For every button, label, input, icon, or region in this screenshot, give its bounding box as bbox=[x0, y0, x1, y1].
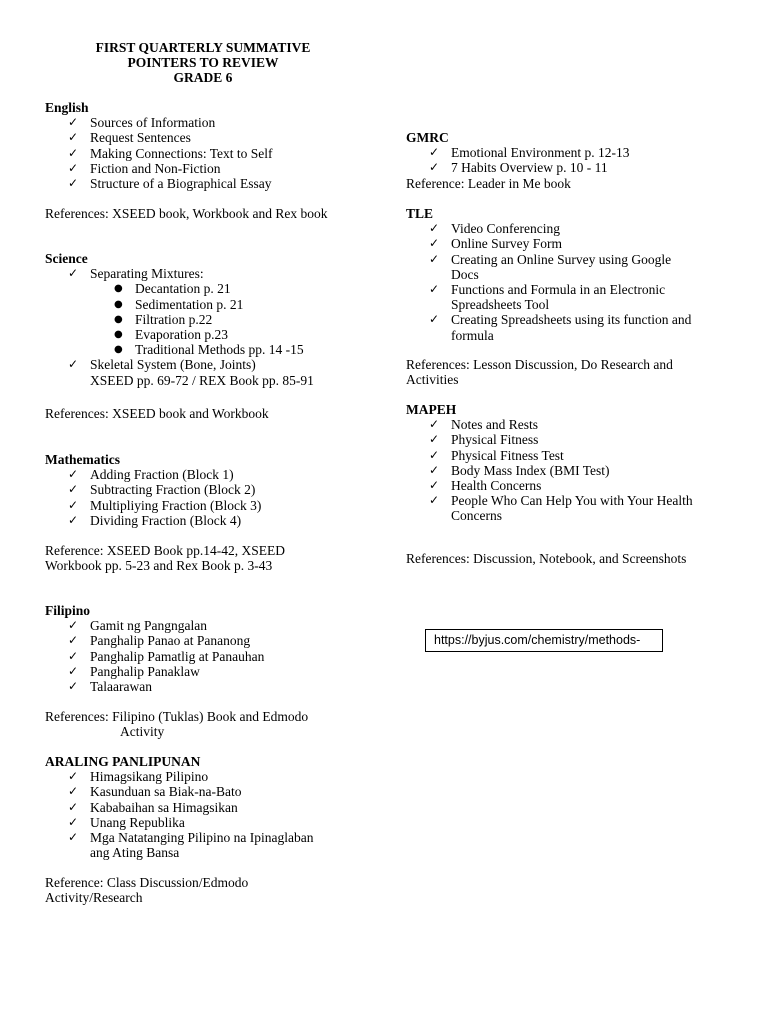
mathematics-heading: Mathematics bbox=[45, 452, 120, 467]
check-icon: ✓ bbox=[68, 633, 79, 648]
list-item: ✓ Panghalip Panao at Pananong bbox=[68, 633, 251, 649]
bullet-icon: ● bbox=[114, 313, 123, 325]
sub-list-item: ● Evaporation p.23 bbox=[114, 327, 228, 343]
check-icon: ✓ bbox=[68, 160, 79, 175]
bullet-icon: ● bbox=[114, 344, 123, 356]
list-item: ✓ Subtracting Fraction (Block 2) bbox=[68, 482, 256, 498]
list-item: ✓ Talaarawan bbox=[68, 679, 153, 695]
list-item: ✓ Dividing Fraction (Block 4) bbox=[68, 512, 242, 528]
list-item: ✓ Panghalip Panaklaw bbox=[68, 663, 200, 679]
english-references: References: XSEED book, Workbook and Rex book bbox=[45, 206, 328, 221]
check-icon: ✓ bbox=[68, 497, 79, 512]
title-line-1: FIRST QUARTERLY SUMMATIVE bbox=[95, 40, 311, 55]
check-icon: ✓ bbox=[68, 130, 79, 145]
check-icon: ✓ bbox=[429, 478, 440, 493]
title-line-2: POINTERS TO REVIEW bbox=[127, 55, 279, 71]
list-item: ✓ Multipliying Fraction (Block 3) bbox=[68, 497, 262, 513]
check-icon: ✓ bbox=[68, 648, 79, 663]
check-icon: ✓ bbox=[68, 830, 79, 845]
list-item: ✓ Emotional Environment p. 12-13 bbox=[429, 145, 630, 161]
list-item: ✓ Making Connections: Text to Self bbox=[68, 145, 273, 161]
filipino-heading: Filipino bbox=[45, 603, 91, 618]
english-list bbox=[45, 115, 385, 191]
science-sublist bbox=[45, 281, 385, 357]
mapeh-heading: MAPEH bbox=[406, 402, 457, 417]
section-science bbox=[45, 251, 385, 388]
list-item: ✓ Himagsikang Pilipino bbox=[68, 769, 209, 785]
bullet-icon: ● bbox=[114, 283, 123, 295]
check-icon: ✓ bbox=[429, 221, 440, 236]
list-item: ✓ Functions and Formula in an Electronic Spreadsheets Tool bbox=[429, 282, 666, 313]
mapeh-references: References: Discussion, Notebook, and Screenshots bbox=[406, 551, 687, 566]
check-icon: ✓ bbox=[429, 145, 440, 160]
check-icon: ✓ bbox=[429, 493, 440, 508]
sub-list-item: ● Filtration p.22 bbox=[114, 311, 213, 327]
list-item: ✓ Adding Fraction (Block 1) bbox=[68, 467, 234, 483]
list-item: ✓ People Who Can Help You with Your Health Concerns bbox=[429, 493, 693, 524]
check-icon: ✓ bbox=[429, 251, 440, 266]
section-filipino bbox=[45, 603, 385, 694]
sub-list-item: ● Decantation p. 21 bbox=[114, 281, 231, 297]
list-item: ✓ Health Concerns bbox=[429, 478, 542, 494]
check-icon: ✓ bbox=[68, 482, 79, 497]
list-item: ✓ Physical Fitness Test bbox=[429, 447, 564, 463]
check-icon: ✓ bbox=[68, 176, 79, 191]
gmrc-references: Reference: Leader in Me book bbox=[406, 175, 571, 191]
list-item: ✓ Kasunduan sa Biak-na-Bato bbox=[68, 784, 242, 800]
tle-heading: TLE bbox=[406, 206, 434, 221]
check-icon: ✓ bbox=[68, 799, 79, 814]
list-item: ✓ Video Conferencing bbox=[429, 221, 561, 237]
check-icon: ✓ bbox=[68, 266, 79, 281]
check-icon: ✓ bbox=[68, 115, 79, 130]
bullet-icon: ● bbox=[114, 298, 123, 310]
list-item: ✓ Request Sentences bbox=[68, 130, 191, 146]
section-araling-panlipunan bbox=[45, 754, 385, 860]
check-icon: ✓ bbox=[68, 145, 79, 160]
section-english bbox=[45, 100, 385, 191]
list-item: ✓ Creating Spreadsheets using its function and formula bbox=[429, 312, 692, 343]
list-item: ✓ Physical Fitness bbox=[429, 432, 539, 448]
araling-panlipunan-references: Reference: Class Discussion/Edmodo Activity/Research bbox=[45, 875, 249, 906]
filipino-references: References: Filipino (Tuklas) Book and Edmodo Activity bbox=[45, 709, 309, 740]
list-item: ✓ Sources of Information bbox=[68, 115, 216, 131]
check-icon: ✓ bbox=[68, 357, 79, 372]
check-icon: ✓ bbox=[68, 512, 79, 527]
mathematics-references: Reference: XSEED Book pp.14-42, XSEED Workbook pp. 5-23 and Rex Book p. 3-43 bbox=[45, 543, 285, 574]
sub-list-item: ● Traditional Methods pp. 14 -15 bbox=[114, 342, 304, 358]
list-item: ✓ 7 Habits Overview p. 10 - 11 bbox=[429, 160, 608, 176]
check-icon: ✓ bbox=[429, 282, 440, 297]
list-item: ✓ Online Survey Form bbox=[429, 236, 562, 252]
list-item: ✓ Separating Mixtures: bbox=[68, 266, 204, 282]
english-heading: English bbox=[45, 100, 89, 115]
check-icon: ✓ bbox=[429, 160, 440, 175]
url-text-box: https://byjus.com/chemistry/methods- bbox=[425, 629, 663, 652]
section-mapeh bbox=[406, 402, 726, 524]
check-icon: ✓ bbox=[429, 462, 440, 477]
sub-list-item: ● Sedimentation p. 21 bbox=[114, 296, 244, 312]
list-item: ✓ Gamit ng Pangngalan bbox=[68, 618, 207, 634]
check-icon: ✓ bbox=[429, 417, 440, 432]
check-icon: ✓ bbox=[68, 467, 79, 482]
section-tle bbox=[406, 206, 726, 343]
check-icon: ✓ bbox=[68, 814, 79, 829]
check-icon: ✓ bbox=[68, 618, 79, 633]
tle-references: References: Lesson Discussion, Do Research and Activities bbox=[406, 357, 673, 388]
gmrc-heading: GMRC bbox=[406, 130, 449, 145]
list-item: ✓ Unang Republika bbox=[68, 814, 185, 830]
list-item: ✓ Panghalip Pamatlig at Panauhan bbox=[68, 648, 265, 664]
science-references: References: XSEED book and Workbook bbox=[45, 406, 269, 421]
list-item: ✓ Kababaihan sa Himagsikan bbox=[68, 799, 238, 815]
title-line-3: GRADE 6 bbox=[173, 70, 233, 86]
list-item: ✓ Body Mass Index (BMI Test) bbox=[429, 462, 610, 478]
section-mathematics bbox=[45, 452, 385, 528]
bullet-icon: ● bbox=[114, 329, 123, 341]
list-item: ✓ Fiction and Non-Fiction bbox=[68, 160, 221, 176]
check-icon: ✓ bbox=[68, 663, 79, 678]
list-item: ✓ Structure of a Biographical Essay bbox=[68, 176, 272, 192]
check-icon: ✓ bbox=[429, 432, 440, 447]
list-item: ✓ Skeletal System (Bone, Joints) bbox=[68, 357, 256, 373]
check-icon: ✓ bbox=[429, 236, 440, 251]
check-icon: ✓ bbox=[429, 447, 440, 462]
section-gmrc bbox=[406, 130, 746, 191]
check-icon: ✓ bbox=[68, 679, 79, 694]
science-heading: Science bbox=[45, 251, 88, 266]
list-item: ✓ Notes and Rests bbox=[429, 417, 538, 433]
skeletal-references: XSEED pp. 69-72 / REX Book pp. 85-91 bbox=[90, 372, 314, 388]
list-item: ✓ Mga Natatanging Pilipino na Ipinaglaban ang Ating Bansa bbox=[68, 830, 314, 861]
list-item: ✓ Creating an Online Survey using Google Docs bbox=[429, 251, 672, 282]
check-icon: ✓ bbox=[429, 312, 440, 327]
check-icon: ✓ bbox=[68, 784, 79, 799]
check-icon: ✓ bbox=[68, 769, 79, 784]
araling-panlipunan-heading: ARALING PANLIPUNAN bbox=[45, 754, 201, 769]
document-title bbox=[45, 40, 361, 86]
